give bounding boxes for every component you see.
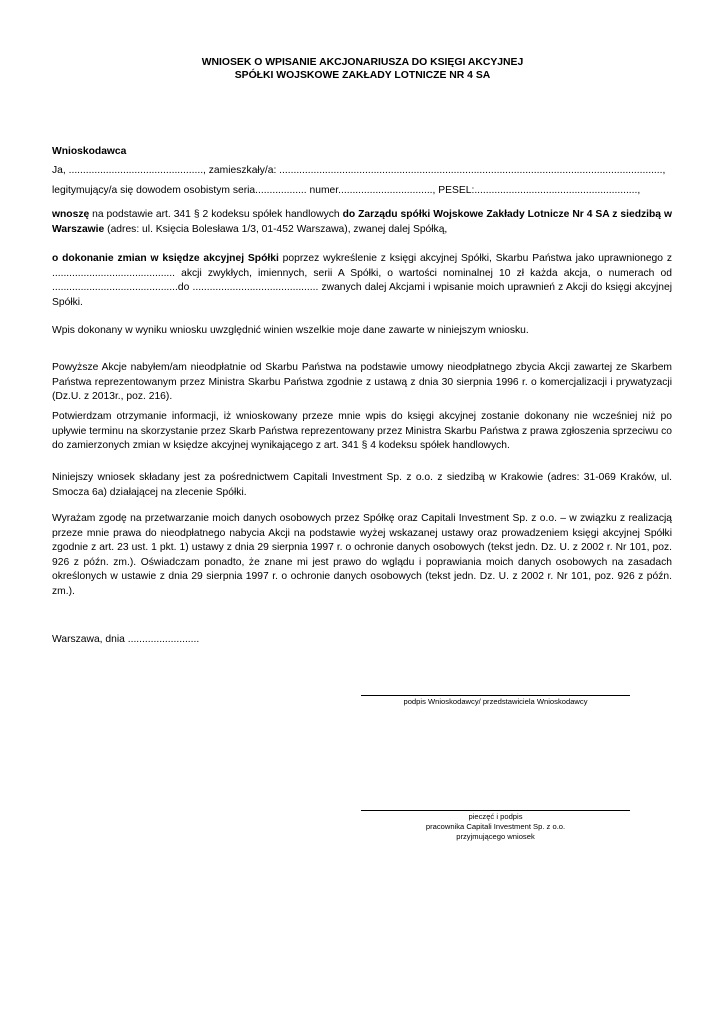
- document-title-line2: SPÓŁKI WOJSKOWE ZAKŁADY LOTNICZE NR 4 SA: [234, 70, 491, 81]
- applicant-id-line: legitymujący/a się dowodem osobistym seria.................. numer................................., PESEL:.........................................................,: [52, 185, 641, 196]
- request-addressee: do Zarządu spółki Wojskowe Zakłady Lotnicze Nr 4 SA z siedzibą w Warszawie: [52, 209, 672, 235]
- document-title-line1: WNIOSEK O WPISANIE AKCJONARIUSZA DO KSIĘGI AKCYJNEJ: [201, 57, 524, 68]
- submission-paragraph: Niniejszy wniosek składany jest za pośrednictwem Capitali Investment Sp. z o.o. z siedzibą w Krakowie (adres: 31-069 Kraków, ul. Smocza 6a) działającej na zlecenie Spółki.: [52, 472, 672, 498]
- employee-signature-caption-line2: pracownika Capitali Investment Sp. z o.o.: [425, 822, 566, 831]
- place-date-line: Warszawa, dnia .........................: [52, 634, 200, 645]
- change-paragraph: [52, 252, 672, 310]
- confirmation-paragraph: Potwierdzam otrzymanie informacji, iż wnioskowany przeze mnie wpis do księgi akcyjnej zostanie dokonany nie wcześniej niż po upływie terminu na skorzystanie przez Skarb Państwa reprezentowany przez Ministra Skarbu Państwa z prawa zgłoszenia sprzeciwu co do zamierzonych zmian w księdze akcyjnej wynikającego z art. 341 § 4 kodeksu spółek handlowych.: [52, 411, 672, 452]
- applicant-signature-caption: podpis Wnioskodawcy/ przedstawiciela Wnioskodawcy: [403, 697, 588, 706]
- change-body: poprzez wykreślenie z księgi akcyjnej Spółki, Skarbu Państwa jako uprawnionego z ........................................... akcji zwykłych, imiennych, serii A Spółki, o wartości nominalnej 10 zł każda akcja, o numerach od ............................................do ............................................ zwanych dalej Akcjami i wpisanie moich uprawnień z Akcji do księgi akcyjnej Spółki.: [52, 253, 672, 308]
- employee-signature-caption-line1: pieczęć i podpis: [468, 812, 523, 821]
- request-paragraph: [52, 208, 672, 237]
- request-legal-basis: na podstawie art. 341 § 2 kodeksu spółek handlowych: [89, 209, 343, 220]
- change-heading: o dokonanie zmian w księdze akcyjnej Spółki: [52, 253, 279, 264]
- request-verb: wnoszę: [52, 209, 90, 220]
- consent-paragraph: Wyrażam zgodę na przetwarzanie moich danych osobowych przez Spółkę oraz Capitali Investment Sp. z o.o. – w związku z realizacją przeze mnie prawa do nieodpłatnego nabycia Akcji na podstawie wyżej wskazanej ustawy oraz prowadzeniem księgi akcyjnej Spółki zgodnie z art. 23 ust. 1 pkt. 1) ustawy z dnia 29 sierpnia 1997 r. o ochronie danych osobowych (tekst jedn. Dz. U. z 2002 r. Nr 101, poz. 926 z późn. zm.). Oświadczam ponadto, że znane mi jest prawo do wglądu i poprawiania moich danych osobowych na zasadach określonych w ustawie z dnia 29 sierpnia 1997 r. o ochronie danych osobowych (tekst jedn. Dz. U. z 2002 r. Nr 101, poz. 926 z późn. zm.).: [52, 513, 672, 597]
- employee-signature-caption-line3: przyjmującego wniosek: [456, 832, 535, 841]
- applicant-signature-line: [361, 695, 630, 696]
- applicant-name-address-line: Ja, ..............................................., zamieszkały/a: ......................................................................................................................................,: [52, 165, 666, 176]
- request-address: (adres: ul. Księcia Bolesława 1/3, 01-452 Warszawa), zwanej dalej Spółką,: [104, 223, 448, 235]
- employee-signature-line: [361, 810, 630, 811]
- acquisition-paragraph: Powyższe Akcje nabyłem/am nieodpłatnie od Skarbu Państwa na podstawie umowy nieodpłatnego zbycia Akcji zawartej ze Skarbem Państwa reprezentowanym przez Ministra Skarbu Państwa zgodnie z ustawą z dnia 30 sierpnia 1996 r. o komercjalizacji i prywatyzacji (Dz.U. z 2013r., poz. 216).: [52, 362, 672, 403]
- entry-paragraph: Wpis dokonany w wyniku wniosku uwzględnić winien wszelkie moje dane zawarte w niniejszym wniosku.: [52, 325, 529, 336]
- applicant-heading: Wnioskodawca: [52, 146, 127, 157]
